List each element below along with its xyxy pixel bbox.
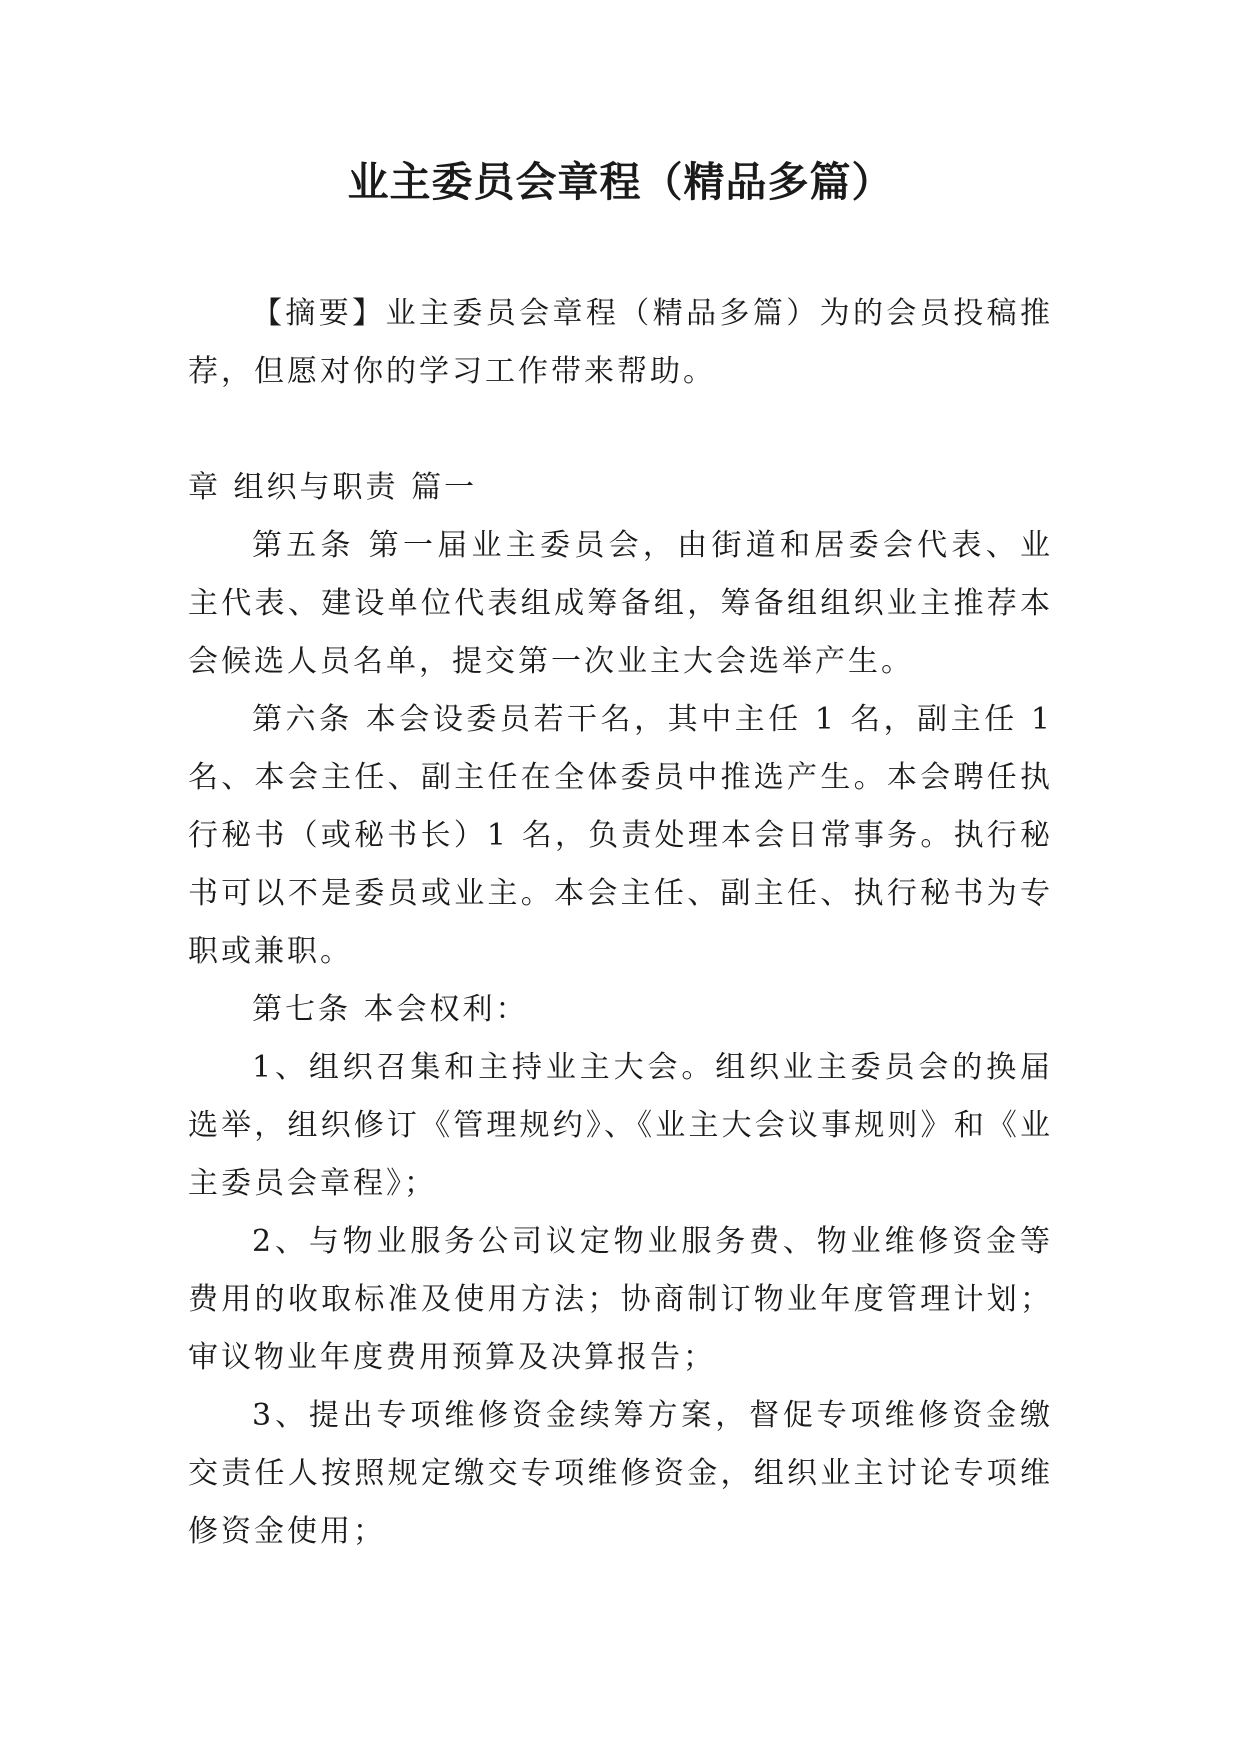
article-paragraph: 第六条 本会设委员若干名，其中主任 1 名，副主任 1 名、本会主任、副主任在全体委员中推选产生。本会聘任执行秘书（或秘书长）1 名，负责处理本会日常事务。执行秘书可以不是委员或业主。本会主任、副主任、执行秘书为专职或兼职。 xyxy=(188,702,1053,969)
document-title: 业主委员会章程（精品多篇） xyxy=(347,158,894,206)
list-item-paragraph: 3、提出专项维修资金续筹方案，督促专项维修资金缴交责任人按照规定缴交专项维修资金，组织业主讨论专项维修资金使用； xyxy=(188,1398,1053,1549)
article-paragraph: 第七条 本会权利： xyxy=(252,992,529,1027)
paragraph-spacer xyxy=(188,401,1053,459)
section-heading: 章 组织与职责 篇一 xyxy=(188,470,478,505)
abstract-paragraph: 【摘要】业主委员会章程（精品多篇）为的会员投稿推荐，但愿对你的学习工作带来帮助。 xyxy=(188,296,1053,389)
article-paragraph: 第五条 第一届业主委员会，由街道和居委会代表、业主代表、建设单位代表组成筹备组，筹备组组织业主推荐本会候选人员名单，提交第一次业主大会选举产生。 xyxy=(188,528,1053,679)
document-body xyxy=(188,285,1053,1561)
list-item-paragraph: 1、组织召集和主持业主大会。组织业主委员会的换届选举，组织修订《管理规约》、《业主大会议事规则》和《业主委员会章程》； xyxy=(188,1050,1053,1201)
list-item-paragraph: 2、与物业服务公司议定物业服务费、物业维修资金等费用的收取标准及使用方法；协商制订物业年度管理计划；审议物业年度费用预算及决算报告； xyxy=(188,1224,1053,1375)
